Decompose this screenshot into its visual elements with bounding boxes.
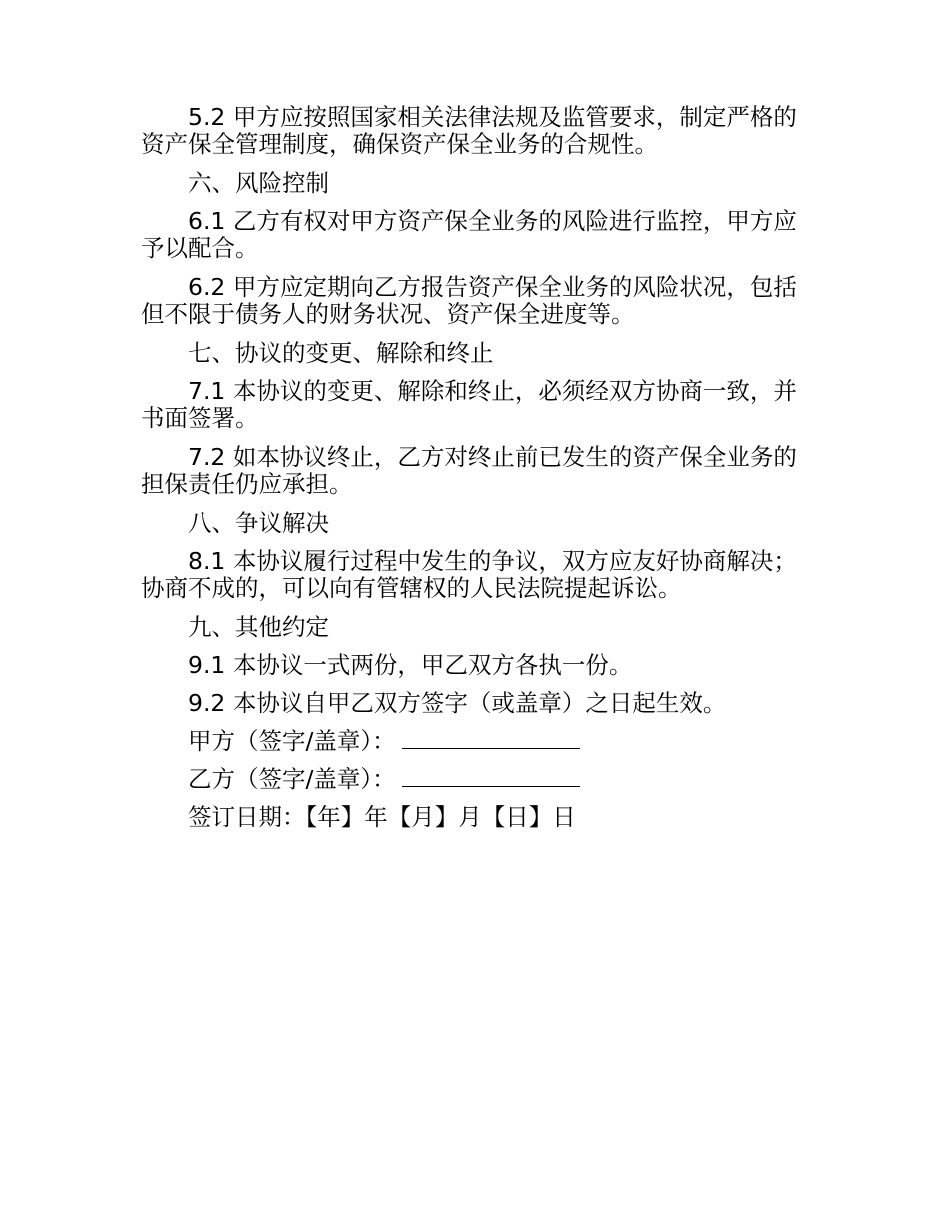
section-heading-risk-control: 六、风险控制	[188, 169, 329, 197]
party-a-label: 甲方（签字/盖章）：	[188, 727, 396, 755]
section-heading-dispute: 八、争议解决	[188, 509, 329, 537]
clause-6-1: 6.1 乙方有权对甲方资产保全业务的风险进行监控，甲方应予以配合。	[141, 207, 797, 262]
party-b-signature	[141, 766, 806, 793]
clause-7-2: 7.2 如本协议终止，乙方对终止前已发生的资产保全业务的担保责任仍应承担。	[141, 443, 797, 498]
section-heading-change-termination: 七、协议的变更、解除和终止	[188, 339, 494, 367]
section-heading-other: 九、其他约定	[188, 613, 329, 641]
party-b-signature-line	[402, 766, 580, 787]
clause-8-1: 8.1 本协议履行过程中发生的争议，双方应友好协商解决；协商不成的，可以向有管辖权的人民法院提起诉讼。	[141, 547, 797, 602]
signing-date: 签订日期：【年】年【月】月【日】日	[188, 803, 576, 831]
clause-9-2: 9.2 本协议自甲乙双方签字（或盖章）之日起生效。	[188, 689, 727, 717]
clause-7-1: 7.1 本协议的变更、解除和终止，必须经双方协商一致，并书面签署。	[141, 377, 797, 432]
clause-5-2: 5.2 甲方应按照国家相关法律法规及监管要求，制定严格的资产保全管理制度，确保资产保全业务的合规性。	[141, 103, 797, 158]
clause-9-1: 9.1 本协议一式两份，甲乙双方各执一份。	[188, 651, 633, 679]
party-a-signature	[141, 728, 806, 755]
clause-6-2: 6.2 甲方应定期向乙方报告资产保全业务的风险状况，包括但不限于债务人的财务状况、资产保全进度等。	[141, 273, 797, 328]
party-a-signature-line	[402, 728, 580, 749]
document-body	[141, 104, 806, 842]
party-b-label: 乙方（签字/盖章）：	[188, 765, 396, 793]
